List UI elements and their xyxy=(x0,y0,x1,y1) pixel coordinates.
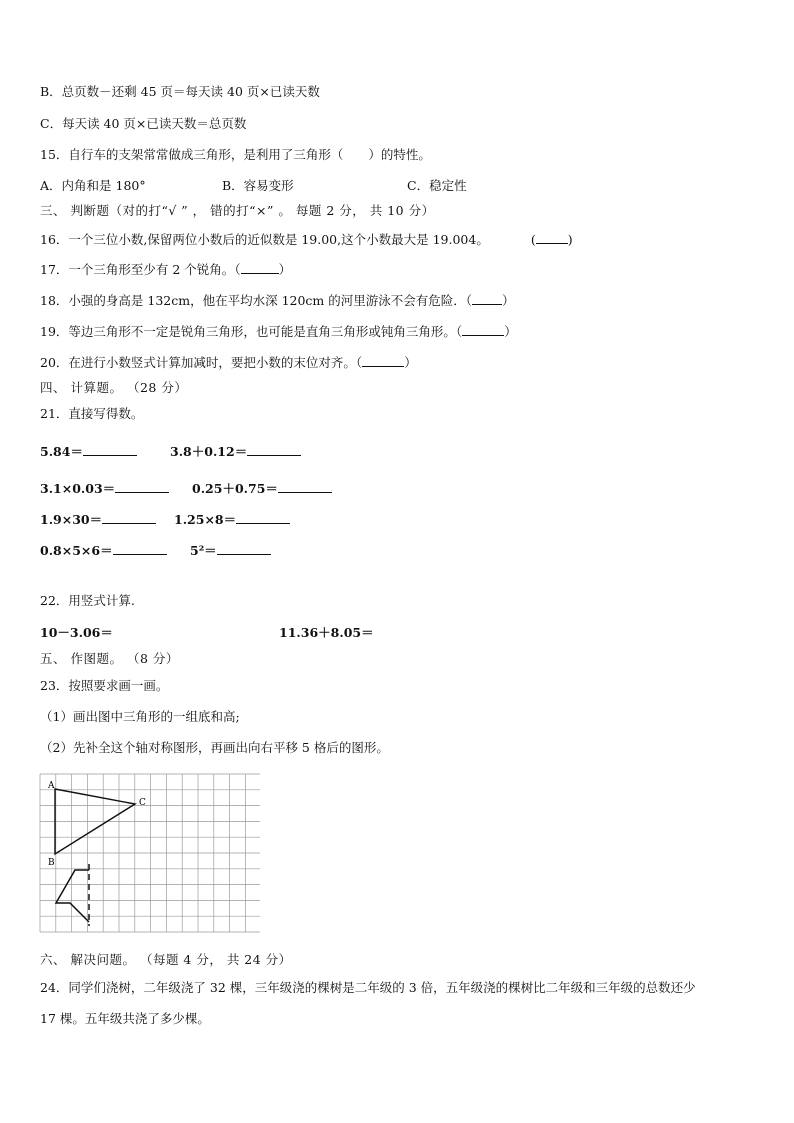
q21-blank-6[interactable] xyxy=(236,511,290,524)
q21-blank-8[interactable] xyxy=(217,542,271,555)
section-3-heading: 三、 判断题（对的打“√ ” ， 错的打“×” 。 每题 2 分， 共 10 分） xyxy=(40,203,435,218)
q15-stem: 15．自行车的支架常常做成三角形，是利用了三角形（ ）的特性。 xyxy=(40,147,431,162)
q18-answer-blank[interactable] xyxy=(472,292,502,305)
vertex-b-label: B xyxy=(48,858,55,868)
q17-answer-blank[interactable] xyxy=(241,261,279,274)
grid-lines xyxy=(40,774,260,932)
q17-text: 17．一个三角形至少有 2 个锐角。（ ） xyxy=(40,262,292,277)
q16-answer-blank[interactable] xyxy=(536,231,568,244)
q19-answer-blank[interactable] xyxy=(462,323,504,336)
q23-part-2: （2）先补全这个轴对称图形，再画出向右平移 5 格后的图形。 xyxy=(40,740,389,755)
q23-part-1: （1）画出图中三角形的一组底和高; xyxy=(40,709,240,724)
section-4-heading: 四、 计算题。 （28 分） xyxy=(40,380,188,395)
drawing-grid[interactable] xyxy=(30,768,260,940)
q15-option-a: A．内角和是 180° xyxy=(40,178,146,193)
q23-title: 23．按照要求画一画。 xyxy=(40,678,169,693)
q20-text: 20．在进行小数竖式计算加减时，要把小数的末位对齐。（ ） xyxy=(40,355,417,370)
q20-answer-blank[interactable] xyxy=(362,354,404,367)
q21-expr-2: 3.8＋0.12＝ xyxy=(170,443,301,460)
q21-blank-4[interactable] xyxy=(278,480,332,493)
q18-text: 18．小强的身高是 132cm，他在平均水深 120cm 的河里游泳不会有危险．（ ） xyxy=(40,293,515,308)
q15-option-c: C．稳定性 xyxy=(407,178,467,193)
q21-blank-3[interactable] xyxy=(115,480,169,493)
q19-text: 19．等边三角形不一定是锐角三角形，也可能是直角三角形或钝角三角形。（ ） xyxy=(40,324,517,339)
vertex-a-label: A xyxy=(48,781,55,791)
q21-title: 21．直接写得数。 xyxy=(40,406,144,421)
q22-expr-1: 10－3.06＝ xyxy=(40,625,113,640)
section-6-heading: 六、 解决问题。 （每题 4 分， 共 24 分） xyxy=(40,952,292,967)
q24-line-1: 24．同学们浇树，二年级浇了 32 棵，三年级浇的棵树是二年级的 3 倍，五年级浇的棵树比二年级和三年级的总数还少 xyxy=(40,980,696,995)
q21-blank-2[interactable] xyxy=(247,443,301,456)
q21-expr-3: 3.1×0.03＝ xyxy=(40,480,169,497)
q14-option-c: C．每天读 40 页×已读天数＝总页数 xyxy=(40,116,247,131)
q21-expr-5: 1.9×30＝ xyxy=(40,511,156,528)
q21-expr-7: 0.8×5×6＝ xyxy=(40,542,167,559)
q24-line-2: 17 棵。五年级共浇了多少棵。 xyxy=(40,1011,210,1026)
q21-expr-1: 5.84＝ xyxy=(40,443,137,460)
section-5-heading: 五、 作图题。 （8 分） xyxy=(40,651,179,666)
q21-expr-8: 5²＝ xyxy=(190,542,271,559)
q21-blank-7[interactable] xyxy=(113,542,167,555)
q22-expr-2: 11.36＋8.05＝ xyxy=(279,625,374,640)
q21-expr-4: 0.25＋0.75＝ xyxy=(192,480,332,497)
q21-blank-1[interactable] xyxy=(83,443,137,456)
q21-expr-6: 1.25×8＝ xyxy=(174,511,290,528)
half-figure-outline xyxy=(56,870,89,922)
q22-title: 22．用竖式计算. xyxy=(40,593,135,608)
q21-blank-5[interactable] xyxy=(102,511,156,524)
q14-option-b: B．总页数－还剩 45 页＝每天读 40 页×已读天数 xyxy=(40,84,320,99)
vertex-c-label: C xyxy=(139,798,146,808)
q16-text: 16．一个三位小数,保留两位小数后的近似数是 19.00,这个小数最大是 19.004。 ( ) xyxy=(40,232,573,247)
q15-option-b: B．容易变形 xyxy=(222,178,294,193)
